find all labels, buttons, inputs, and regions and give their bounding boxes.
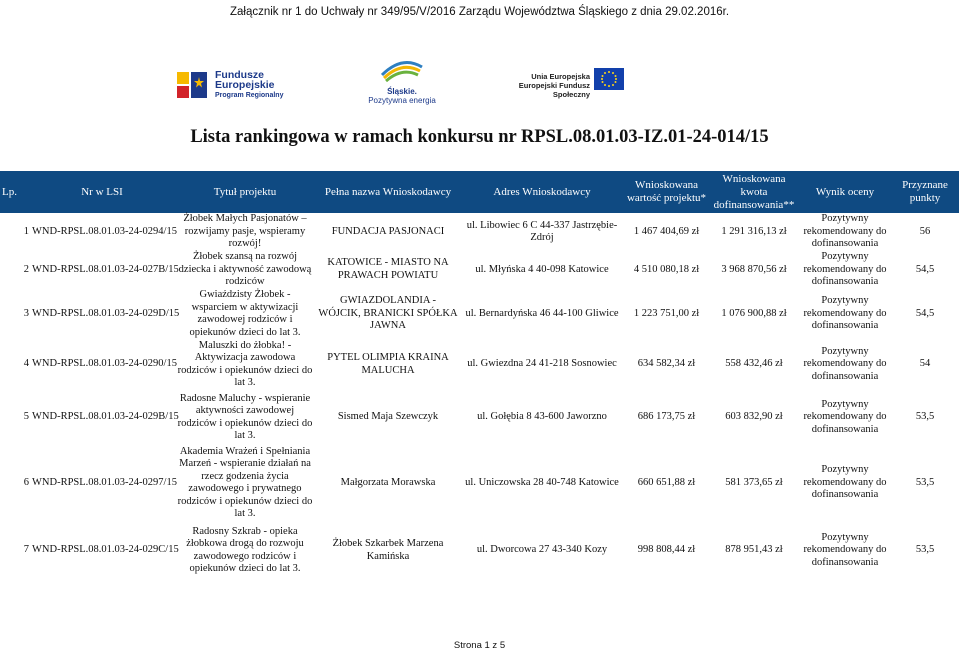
cell-nazwa: FUNDACJA PASJONACI [331, 225, 445, 237]
eu-logo [514, 64, 624, 104]
page-title: Lista rankingowa w ramach konkursu nr RPSL.08.01.03-IZ.01-24-014/15 [190, 127, 769, 147]
cell-wynik: Pozytywny rekomendowany do dofinansowania [803, 398, 887, 435]
cell-wynik: Pozytywny rekomendowany do dofinansowania [803, 213, 887, 250]
cell-lp: 5 [23, 411, 29, 423]
table-row [0, 289, 959, 340]
cell-lp: 2 [23, 263, 29, 275]
ranking-table [0, 171, 959, 581]
cell-nr: WND-RPSL.08.01.03-24-029B/15 [32, 411, 179, 423]
cell-tytul: Akademia Wrażeń i Spełniania Marzeń - wspieranie działań na rzecz godzenia życia zawodowego i prywatnego rodziców i opiekunów dzieci do lat 3. [177, 445, 313, 519]
table-row [0, 213, 959, 251]
cell-adres: ul. Dworcowa 27 43-340 Kozy [476, 544, 608, 556]
cell-kwota: 878 951,43 zł [725, 544, 783, 556]
cell-kwota: 603 832,90 zł [725, 411, 783, 423]
cell-tytul: Gwiaździsty Żłobek - wsparciem w aktywizacji zawodowej rodziców i opiekunów dzieci do lat 3. [189, 289, 301, 338]
table-row [0, 390, 959, 446]
cell-nr: WND-RPSL.08.01.03-24-027B/15 [32, 263, 179, 275]
cell-punkty: 54,5 [915, 307, 935, 319]
cell-kwota: 558 432,46 zł [725, 358, 783, 370]
cell-wynik: Pozytywny rekomendowany do dofinansowania [803, 464, 887, 501]
page-footer: Strona 1 z 5 [453, 640, 506, 651]
col-adres: Adres Wnioskodawcy [460, 171, 624, 213]
cell-wynik: Pozytywny rekomendowany do dofinansowania [803, 295, 887, 332]
cell-lp: 7 [23, 544, 29, 556]
cell-nr: WND-RPSL.08.01.03-24-029D/15 [32, 307, 180, 319]
fundusze-europejskie-logo [177, 68, 297, 104]
cell-adres: ul. Libowiec 6 C 44-337 Jastrzębie-Zdrój [466, 219, 618, 243]
cell-lp: 6 [23, 476, 29, 488]
cell-nazwa: Sismed Maja Szewczyk [337, 411, 439, 423]
cell-nazwa: GWIAZDOLANDIA - WÓJCIK, BRANICKI SPÓŁKA JAWNA [318, 295, 458, 332]
cell-wynik: Pozytywny rekomendowany do dofinansowania [803, 345, 887, 382]
cell-kwota: 1 076 900,88 zł [721, 307, 787, 319]
cell-nazwa: PYTEL OLIMPIA KRAINA MALUCHA [327, 352, 449, 376]
table-row [0, 446, 959, 521]
cell-kwota: 3 968 870,56 zł [721, 263, 787, 275]
cell-wartosc: 686 173,75 zł [637, 411, 696, 423]
fe-flag-icon [177, 68, 213, 102]
cell-adres: ul. Młyńska 4 40-098 Katowice [475, 263, 609, 275]
table-row [0, 340, 959, 390]
cell-adres: ul. Gołębia 8 43-600 Jaworzno [477, 411, 607, 423]
eu-line2: Europejski Fundusz Społeczny [518, 81, 590, 99]
cell-nr: WND-RPSL.08.01.03-24-0297/15 [32, 476, 177, 488]
cell-wynik: Pozytywny rekomendowany do dofinansowania [803, 251, 887, 287]
fe-line1: Fundusze [215, 69, 264, 81]
slaskie-line1: Śląskie. [387, 87, 417, 96]
cell-adres: ul. Gwiezdna 24 41-218 Sosnowiec [467, 358, 617, 370]
cell-adres: ul. Bernardyńska 46 44-100 Gliwice [465, 307, 619, 319]
cell-kwota: 1 291 316,13 zł [721, 225, 787, 237]
slaskie-logo [357, 53, 447, 108]
fe-line3: Program Regionalny [215, 92, 284, 99]
cell-punkty: 53,5 [915, 476, 935, 488]
cell-nr: WND-RPSL.08.01.03-24-0290/15 [32, 358, 177, 370]
fe-line2: Europejskie [215, 79, 275, 91]
cell-wartosc: 4 510 080,18 zł [633, 263, 700, 275]
cell-lp: 4 [23, 358, 29, 370]
cell-wartosc: 634 582,34 zł [637, 358, 696, 370]
cell-nazwa: Żłobek Szkarbek Marzena Kamińska [332, 538, 444, 562]
cell-punkty: 54 [919, 358, 931, 370]
cell-wartosc: 998 808,44 zł [637, 544, 696, 556]
cell-adres: ul. Uniczowska 28 40-748 Katowice [465, 476, 619, 488]
cell-tytul: Żłobek Małych Pasjonatów – rozwijamy pasje, wspieramy rozwój! [183, 213, 307, 250]
cell-nr: WND-RPSL.08.01.03-24-0294/15 [32, 225, 177, 237]
cell-punkty: 53,5 [915, 544, 935, 556]
col-wartosc: Wnioskowana wartość projektu* [624, 171, 709, 213]
cell-wartosc: 1 223 751,00 zł [633, 307, 700, 319]
cell-tytul: Maluszki do żłobka! - Aktywizacja zawodowa rodziców i opiekunów dzieci do lat 3. [177, 339, 313, 388]
eu-flag-icon [594, 68, 624, 90]
eu-line1: Unia Europejska [531, 72, 590, 81]
cell-tytul: Żłobek szansą na rozwój dziecka i aktywność zawodową rodziców [178, 251, 312, 287]
cell-nr: WND-RPSL.08.01.03-24-029C/15 [32, 544, 179, 556]
cell-wartosc: 1 467 404,69 zł [633, 225, 700, 237]
col-nazwa: Pełna nazwa Wnioskodawcy [316, 171, 460, 213]
cell-punkty: 54,5 [915, 263, 935, 275]
col-tytul: Tytuł projektu [174, 171, 316, 213]
col-lp: Lp. [0, 171, 30, 213]
cell-nazwa: KATOWICE - MIASTO NA PRAWACH POWIATU [327, 257, 449, 281]
col-nr: Nr w LSI [30, 171, 174, 213]
cell-punkty: 56 [919, 225, 931, 237]
table-row [0, 521, 959, 581]
cell-punkty: 53,5 [915, 411, 935, 423]
slaskie-waves-icon [377, 53, 427, 87]
cell-wartosc: 660 651,88 zł [637, 476, 696, 488]
document-header-note: Załącznik nr 1 do Uchwały nr 349/95/V/2016 Zarządu Województwa Śląskiego z dnia 29.02.2016r. [229, 6, 730, 18]
cell-lp: 1 [23, 225, 29, 237]
table-header-row [0, 171, 959, 213]
col-punkty: Przyznane punkty [891, 171, 959, 213]
slaskie-line2: Pozytywna energia [368, 96, 436, 105]
cell-lp: 3 [23, 307, 29, 319]
table-row [0, 251, 959, 289]
cell-tytul: Radosne Maluchy - wspieranie aktywności zawodowej rodziców i opiekunów dzieci do lat 3. [177, 392, 313, 441]
cell-nazwa: Małgorzata Morawska [340, 476, 436, 488]
col-wynik: Wynik oceny [799, 171, 891, 213]
cell-tytul: Radosny Szkrab - opieka żłobkowa drogą do rozwoju zawodowego rodziców i opiekunów dzieci do lat 3. [186, 525, 304, 574]
cell-kwota: 581 373,65 zł [725, 476, 783, 488]
cell-wynik: Pozytywny rekomendowany do dofinansowania [803, 531, 887, 568]
col-kwota: Wnioskowana kwota dofinansowania** [709, 171, 799, 213]
